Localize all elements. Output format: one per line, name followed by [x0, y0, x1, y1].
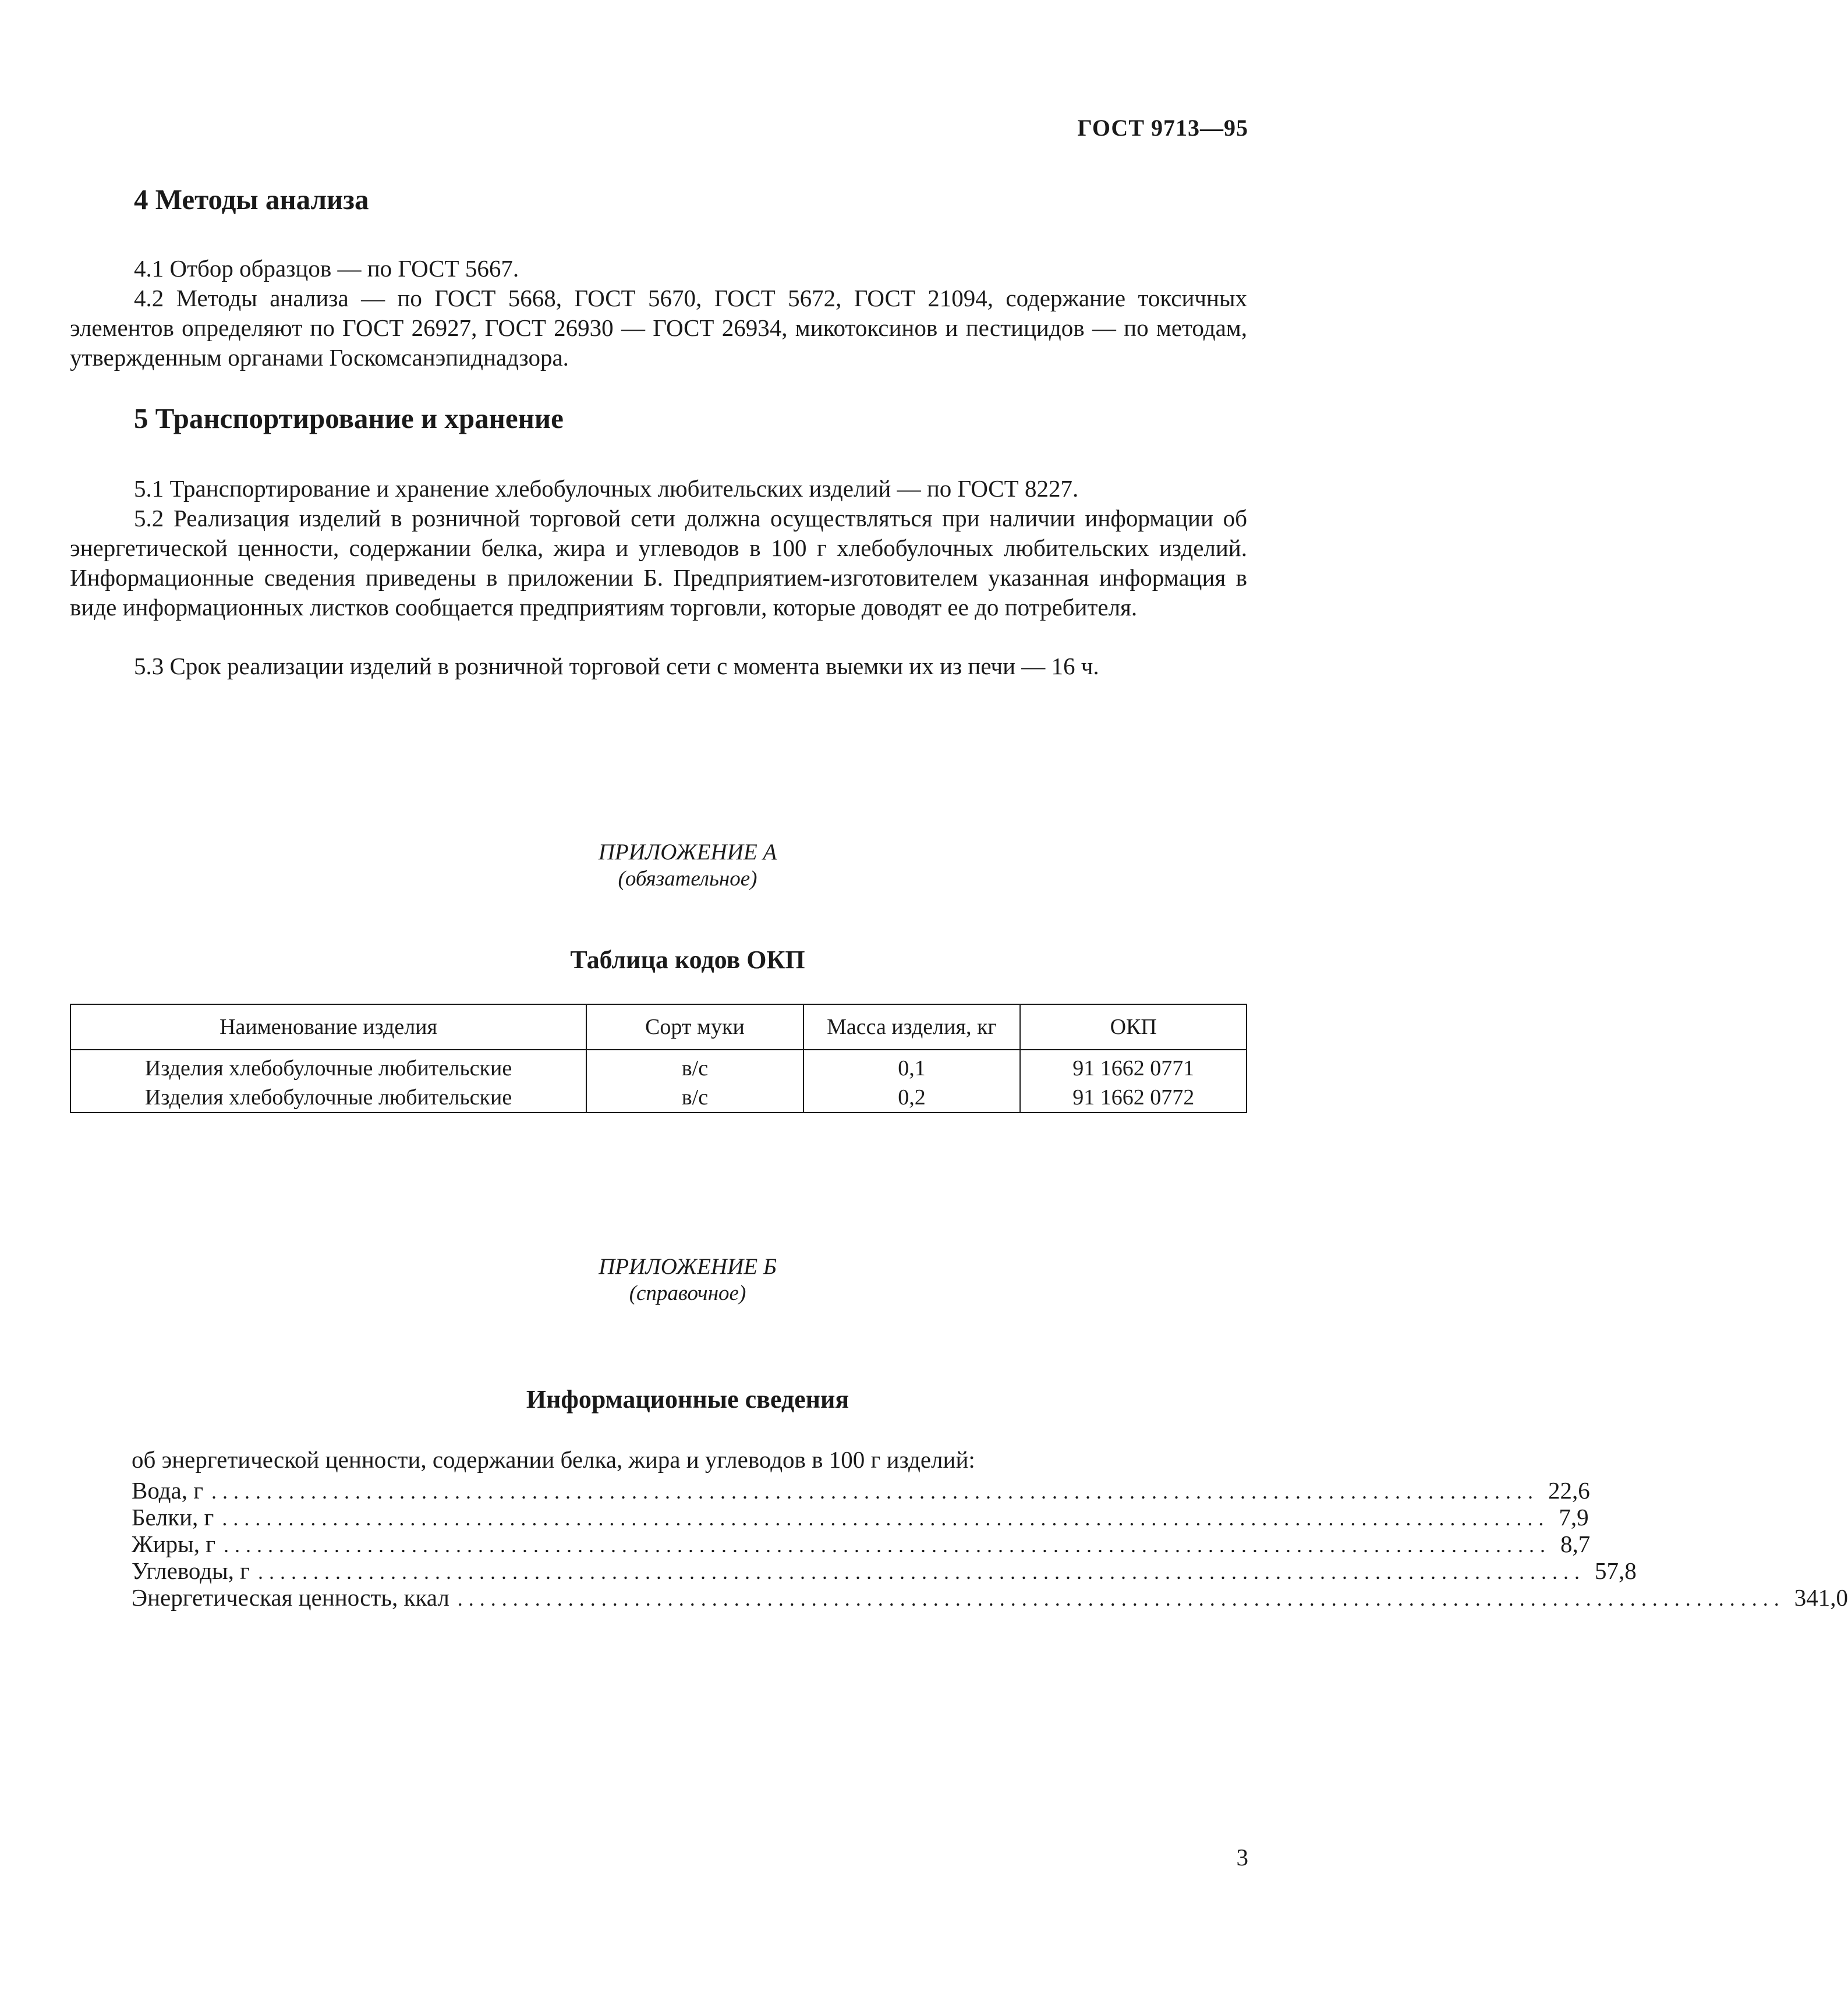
column-header-product: Наименование изделия: [70, 1004, 586, 1050]
page-number: 3: [1236, 1844, 1248, 1871]
paragraph-5-2: 5.2 Реализация изделий в розничной торговой сети должна осуществляться при наличии информации об энергетической ценности, содержании белка, жира и углеводов в 100 г хлебобулочных любительских изделий. Информационные сведения приведены в приложении Б. Предприятием-изготовителем указанная информация в виде информационных листков сообщается предприятиям торговли, которые доводят ее до потребителя.: [70, 505, 1247, 621]
table-row: [70, 1050, 1247, 1083]
dot-leader: ........................................................................................................................: [457, 1587, 1785, 1610]
cell-flour-grade: в/с: [586, 1083, 803, 1113]
nutrition-item-protein: [132, 1504, 1589, 1531]
nutrition-label: Белки, г: [132, 1504, 214, 1531]
nutrition-item-water: [132, 1477, 1590, 1504]
dot-leader: ........................................................................................................................: [222, 1507, 1550, 1530]
cell-okp: 91 1662 0771: [1020, 1050, 1247, 1083]
section-4-heading: 4 Методы анализа: [134, 183, 369, 215]
appendix-b-subtitle: (справочное): [629, 1281, 746, 1305]
appendix-a-subtitle: (обязательное): [618, 867, 757, 891]
nutrition-item-fat: [132, 1531, 1591, 1557]
nutrition-value: 22,6: [1548, 1477, 1590, 1504]
paragraph-4-1: 4.1 Отбор образцов — по ГОСТ 5667.: [134, 255, 519, 282]
appendix-a-title: ПРИЛОЖЕНИЕ А: [598, 840, 777, 865]
column-header-mass: Масса изделия, кг: [803, 1004, 1021, 1050]
cell-flour-grade: в/с: [586, 1050, 803, 1083]
document-code: ГОСТ 9713—95: [1077, 115, 1248, 141]
okp-table: [70, 1004, 1247, 1113]
info-heading: Информационные сведения: [526, 1385, 849, 1414]
nutrition-label: Вода, г: [132, 1477, 204, 1504]
appendix-b-title: ПРИЛОЖЕНИЕ Б: [599, 1254, 777, 1279]
nutrition-item-carbohydrates: [132, 1557, 1637, 1584]
table-header-row: [70, 1004, 1247, 1050]
dot-leader: ........................................................................................................................: [257, 1560, 1585, 1584]
cell-mass: 0,1: [803, 1050, 1021, 1083]
nutrition-label: Углеводы, г: [132, 1557, 250, 1584]
nutrition-value: 7,9: [1559, 1504, 1589, 1531]
column-header-okp: ОКП: [1020, 1004, 1247, 1050]
info-intro: об энергетической ценности, содержании белка, жира и углеводов в 100 г изделий:: [132, 1446, 975, 1473]
cell-product: Изделия хлебобулочные любительские: [70, 1050, 586, 1083]
dot-leader: ........................................................................................................................: [211, 1480, 1539, 1503]
cell-mass: 0,2: [803, 1083, 1021, 1113]
cell-product: Изделия хлебобулочные любительские: [70, 1083, 586, 1113]
okp-table-title: Таблица кодов ОКП: [570, 945, 805, 974]
nutrition-value: 57,8: [1594, 1557, 1637, 1584]
table-row: [70, 1083, 1247, 1113]
nutrition-value: 8,7: [1560, 1531, 1591, 1557]
section-5-heading: 5 Транспортирование и хранение: [134, 402, 564, 434]
nutrition-item-energy: [132, 1584, 1848, 1611]
nutrition-value: 341,0: [1794, 1584, 1848, 1611]
paragraph-4-2: 4.2 Методы анализа — по ГОСТ 5668, ГОСТ 5670, ГОСТ 5672, ГОСТ 21094, содержание токсичных элементов определяют по ГОСТ 26927, ГОСТ 26930 — ГОСТ 26934, микотоксинов и пестицидов — по методам, утвержденным органами Госкомсанэпиднадзора.: [70, 285, 1247, 371]
column-header-flour-grade: Сорт муки: [586, 1004, 803, 1050]
paragraph-5-1: 5.1 Транспортирование и хранение хлебобулочных любительских изделий — по ГОСТ 8227.: [134, 475, 1079, 502]
nutrition-label: Энергетическая ценность, ккал: [132, 1584, 449, 1611]
nutrition-label: Жиры, г: [132, 1531, 216, 1557]
dot-leader: ........................................................................................................................: [224, 1533, 1552, 1557]
cell-okp: 91 1662 0772: [1020, 1083, 1247, 1113]
paragraph-5-3: 5.3 Срок реализации изделий в розничной торговой сети с момента выемки их из печи — 16 ч.: [134, 653, 1099, 679]
